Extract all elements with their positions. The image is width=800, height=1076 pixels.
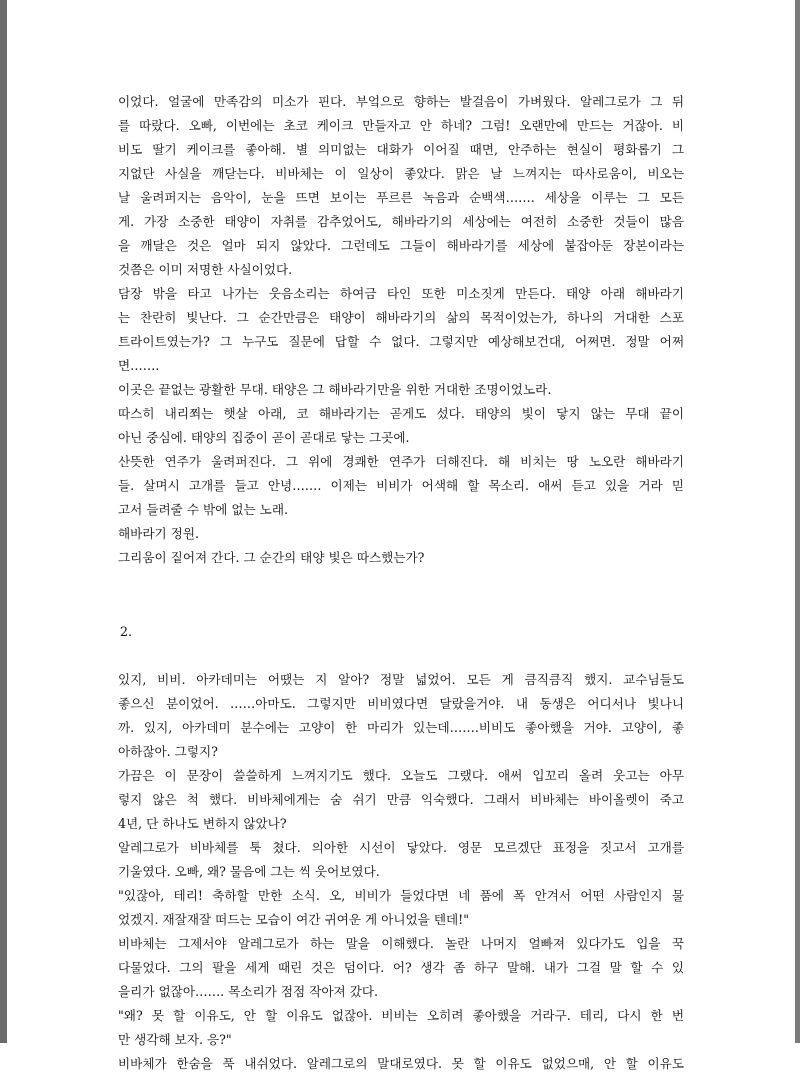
text-line: 산뜻한 연주가 울려퍼진다. 그 위에 경쾌한 연주가 더해진다. 해 비치는 땅 노오란 해바라기 (118, 454, 684, 469)
text-line: 를 따랐다. 오빠, 이번에는 초코 케이크 만들자고 안 하네? 그럼! 오랜만에 만드는 거잖아. 비 (118, 118, 684, 133)
section-2 (118, 668, 684, 1076)
text-line: 고서 들려줄 수 밖에 없는 노래. (118, 502, 289, 517)
text-line: 기울였다. 오빠, 왜? 물음에 그는 씩 웃어보였다. (118, 864, 380, 879)
section-2-heading: 2. (120, 624, 133, 639)
text-line: 게. 가장 소중한 태양이 자취를 감추었어도, 해바라기의 세상에는 여전히 소중한 것들이 많음 (118, 214, 684, 229)
text-line: 들. 살며시 고개를 들고 안녕……. 이제는 비비가 어색해 할 목소리. 애써 듣고 있을 거라 믿 (118, 478, 684, 493)
text-line: 아닌 중심에. 태양의 집중이 곧이 곧대로 닿는 그곳에. (118, 430, 410, 445)
text-line: 면……. (118, 358, 160, 373)
viewer-left-edge (0, 0, 7, 1043)
text-line: 을 깨달은 것은 얼마 되지 않았다. 그런데도 그들이 해바라기를 세상에 붙잡아둔 장본이라는 (118, 238, 684, 253)
section-gap (118, 570, 684, 620)
text-line: 가끔은 이 문장이 쓸쓸하게 느껴지기도 했다. 오늘도 그랬다. 애써 입꼬리 올려 웃고는 아무 (118, 768, 684, 783)
text-line: 해바라기 정원. (118, 526, 199, 541)
text-line: 었겠지. 재잘재잘 떠드는 모습이 여간 귀여운 게 아니었을 텐데!" (118, 912, 470, 927)
text-line: 있지, 비비. 아카데미는 어땠는 지 알아? 정말 넓었어. 모든 게 큼직큼직 했지. 교수님들도 (118, 672, 684, 687)
text-line: 렇지 않은 척 했다. 비바체에게는 숨 쉬기 만큼 익숙했다. 그래서 비바체는 바이올렛이 죽고 (118, 792, 684, 807)
heading-gap (118, 644, 684, 668)
viewer-right-edge (795, 0, 800, 1043)
text-line: 날 울려퍼지는 음악이, 눈을 뜨면 보이는 푸르른 녹음과 순백색……. 세상을 이루는 그 모든 (118, 190, 684, 205)
text-line: 좋으신 분이었어. ……아마도. 그렇지만 비비였다면 달랐을거야. 내 동생은 어디서나 빛나니 (118, 696, 684, 711)
text-line: 까. 있지, 아카데미 분수에는 고양이 한 마리가 있는데…….비비도 좋아했을 거야. 고양이, 좋 (118, 720, 684, 735)
text-line: 4년, 단 하나도 변하지 않았나? (118, 816, 287, 831)
document-body (118, 90, 684, 1076)
text-line: 다물었다. 그의 팔을 세게 때린 것은 덤이다. 어? 생각 좀 하구 말해. 내가 그걸 말 할 수 있 (118, 960, 684, 975)
text-line: "왜? 못 할 이유도, 안 할 이유도 없잖아. 비비는 오히려 좋아했을 거라구. 테리, 다시 한 번 (118, 1008, 684, 1023)
text-line: 아하잖아. 그렇지? (118, 744, 218, 759)
text-line: 이었다. 얼굴에 만족감의 미소가 핀다. 부엌으로 향하는 발걸음이 가벼웠다. 알레그로가 그 뒤 (118, 94, 684, 109)
text-line: 트라이트였는가? 그 누구도 질문에 답할 수 없다. 그렇지만 예상해보건대, 어쩌면. 정말 어쩌 (118, 334, 684, 349)
text-line: 는 찬란히 빛난다. 그 순간만큼은 태양이 해바라기의 삶의 목적이었는가, 하나의 거대한 스포 (118, 310, 684, 325)
text-line: 따스히 내리쬐는 햇살 아래, 코 해바라기는 곧게도 섰다. 태양의 빛이 닿지 않는 무대 끝이 (118, 406, 684, 421)
text-line: 그리움이 짙어져 간다. 그 순간의 태양 빛은 따스했는가? (118, 550, 425, 565)
text-line: 이곳은 끝없는 광활한 무대. 태양은 그 해바라기만을 위한 거대한 조명이었노라. (118, 382, 552, 397)
text-line: 비바체는 그제서야 알레그로가 하는 말을 이해했다. 놀란 나머지 얼빠져 있다가도 입을 꾹 (118, 936, 684, 951)
text-line: 알레그로가 비바체를 툭 쳤다. 의아한 시선이 닿았다. 영문 모르겠단 표정을 짓고서 고개를 (118, 840, 684, 855)
text-line: 만 생각해 보자. 응?" (118, 1032, 232, 1047)
text-line: 담장 밖을 타고 나가는 웃음소리는 하여금 타인 또한 미소짓게 만든다. 태양 아래 해바라기 (118, 286, 684, 301)
text-line: 비도 딸기 케이크를 좋아해. 별 의미없는 대화가 이어질 때면, 안주하는 현실이 평화롭기 그 (118, 142, 684, 157)
text-line: 비바체가 한숨을 푹 내쉬었다. 알레그로의 말대로였다. 못 할 이유도 없었으매, 안 할 이유도 (118, 1056, 684, 1071)
text-line: 것쯤은 이미 저명한 사실이었다. (118, 262, 293, 277)
text-line: "있잖아, 테리! 축하할 만한 소식. 오, 비비가 들었다면 네 품에 폭 안겨서 어떤 사람인지 물 (118, 888, 684, 903)
text-line: 을리가 없잖아……. 목소리가 점점 작아져 갔다. (118, 984, 379, 999)
text-line: 지없단 사실을 깨닫는다. 비바체는 이 일상이 좋았다. 맑은 날 느껴지는 따사로움이, 비오는 (118, 166, 684, 181)
section-1 (118, 90, 684, 570)
